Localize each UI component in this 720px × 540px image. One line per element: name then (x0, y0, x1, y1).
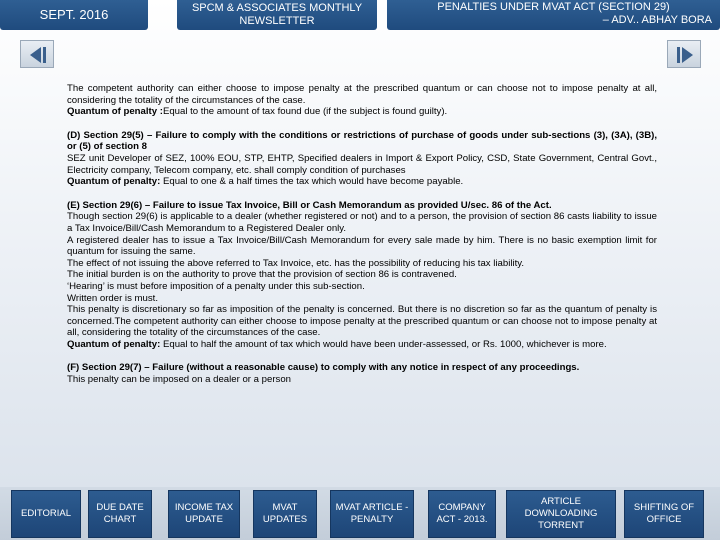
footer-button-label: SHIFTING OF OFFICE (633, 502, 695, 525)
newsletter-date (0, 0, 148, 30)
intro-paragraph: The competent authority can either choose to impose penalty at the prescribed quantum or can choose not to impose penalty at all, considering the totality of the circumstances of the case. (67, 83, 657, 106)
intro-quantum-text: Equal to the amount of tax found due (if the subject is found guilty). (162, 106, 448, 118)
page-title (387, 0, 720, 30)
intro-quantum (67, 106, 657, 118)
footer-button-label: EDITORIAL (21, 508, 71, 519)
next-page-button[interactable] (667, 40, 701, 68)
section-e-heading (67, 200, 657, 212)
footer-button-due-date-chart[interactable] (88, 490, 152, 538)
section-e-line-7: This penalty is discretionary so far as imposition of the penalty is concerned. But there is no discretion so far as the quantum of penalty is concerned.The competent authority can either choose to impose penalty at the prescribed quantum or can choose not to impose penalty at all, considering the totality of the circumstances of the case. (67, 304, 657, 339)
footer-button-mvat-updates[interactable] (253, 490, 317, 538)
newsletter-text: SPCM & ASSOCIATES MONTHLY NEWSLETTER (191, 2, 363, 27)
footer-button-label: INCOME TAX UPDATE (174, 502, 234, 525)
section-d-quantum-text: Equal to one & a half times the tax which would have become payable. (162, 176, 464, 188)
date-text: SEPT. 2016 (39, 7, 109, 22)
section-e-quantum (67, 339, 657, 351)
arrow-right-icon (668, 41, 702, 69)
arrow-left-icon (21, 41, 55, 69)
section-d-quantum (67, 176, 657, 188)
section-e-line-1: Though section 29(6) is applicable to a dealer (whether registered or not) and to a person, the provision of section 86 casts liability to issue a Tax Invoice/Bill/Cash Memorandum to a Registered Dealer only. (67, 211, 657, 234)
footer-button-label: COMPANY ACT - 2013. (436, 502, 488, 525)
section-e-heading-text: (E) Section 29(6) – Failure to issue Tax Invoice, Bill or Cash Memorandum as provided U/sec. 86 of the Act. (67, 199, 552, 211)
section-f-heading (67, 362, 657, 374)
footer-button-company-act[interactable] (428, 490, 496, 538)
section-d-heading-text: (D) Section 29(5) – Failure to comply with the conditions or restrictions of purchase of goods under sub-sections (3), (3A), (3B), or (5) of section 8 (67, 129, 657, 153)
section-e-line-6: Written order is must. (67, 292, 158, 304)
newsletter-name (177, 0, 377, 30)
article-body (67, 83, 657, 386)
footer-button-label: MVAT ARTICLE - PENALTY (335, 502, 409, 525)
footer-button-article-downloading-torrent[interactable] (506, 490, 616, 538)
footer-button-editorial[interactable] (11, 490, 81, 538)
section-d-heading (67, 130, 657, 153)
footer-button-label: DUE DATE CHART (96, 502, 144, 525)
footer-button-label: ARTICLE DOWNLOADING TORRENT (524, 496, 598, 531)
section-e-line-2: A registered dealer has to issue a Tax Invoice/Bill/Cash Memorandum for every sale made by him. There is no basic exemption limit for quantum for issuing the same. (67, 234, 657, 258)
page-title-line1: PENALTIES UNDER MVAT ACT (SECTION 29) (437, 1, 670, 13)
section-e-line-3: The effect of not issuing the above referred to Tax Invoice, etc. has the possibility of reducing his tax liability. (67, 257, 525, 269)
section-e-line-4: The initial burden is on the authority to prove that the provision of section 86 is contravened. (67, 269, 457, 281)
intro-quantum-label: Quantum of penalty : (67, 106, 163, 118)
section-e-quantum-text: Equal to half the amount of tax which would have been under-assessed, or Rs. 1000, whichever is more. (162, 338, 607, 350)
footer-button-shifting-of-office[interactable] (624, 490, 704, 538)
previous-page-button[interactable] (20, 40, 54, 68)
page-title-author: – ADV.. ABHAY BORA (602, 14, 712, 26)
section-e-line-5: ‘Hearing’ is must before imposition of a penalty under this sub-section. (67, 280, 365, 292)
section-d-text: SEZ unit Developer of SEZ, 100% EOU, STP, EHTP, Specified dealers in Import & Export Policy, CSD, State Government, Central Govt., Electricity company, Telecom company, etc. shall comply condition of purchases (67, 152, 657, 176)
section-f-heading-text: (F) Section 29(7) – Failure (without a reasonable cause) to comply with any notice in respect of any proceedings. (67, 362, 580, 374)
section-e-quantum-label: Quantum of penalty: (67, 338, 161, 350)
section-f-text: This penalty can be imposed on a dealer or a person (67, 374, 291, 386)
footer-button-label: MVAT UPDATES (262, 502, 308, 525)
section-d-quantum-label: Quantum of penalty: (67, 176, 161, 188)
footer-button-mvat-article-penalty[interactable] (330, 490, 414, 538)
footer-button-income-tax-update[interactable] (168, 490, 240, 538)
